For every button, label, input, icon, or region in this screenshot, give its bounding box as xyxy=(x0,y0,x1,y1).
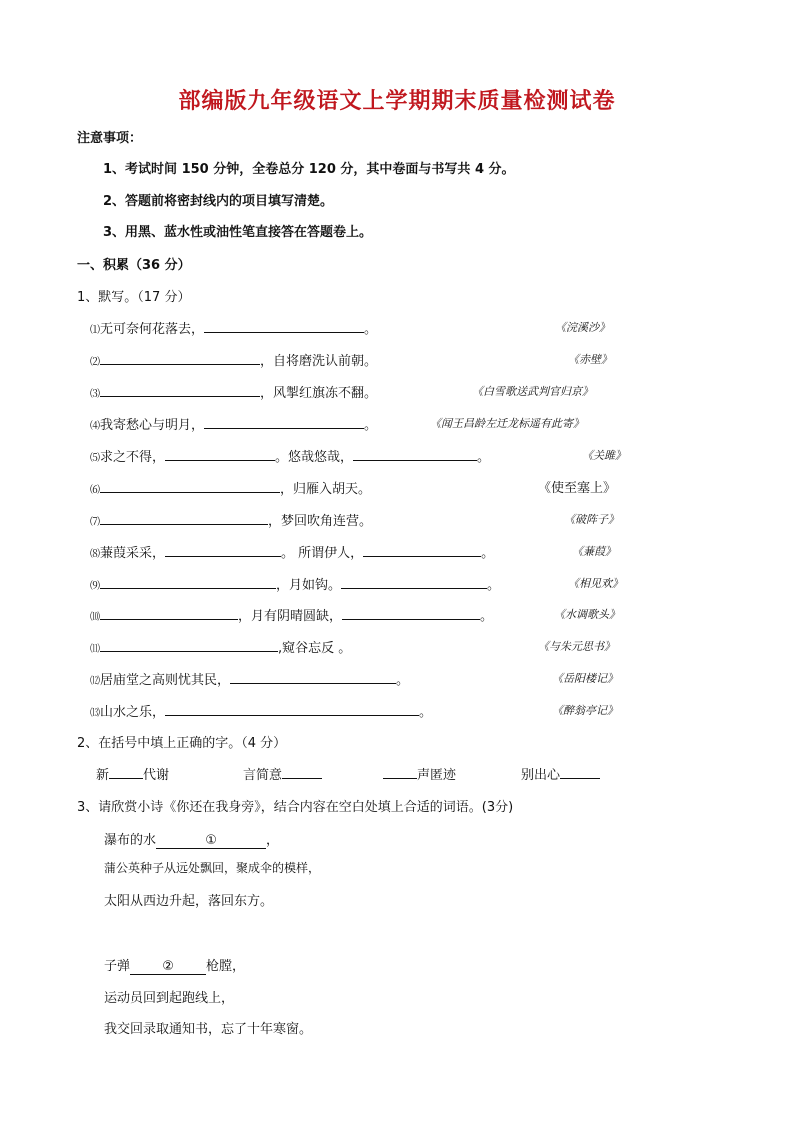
answer-blank[interactable] xyxy=(100,479,280,493)
answer-blank[interactable] xyxy=(165,543,281,557)
answer-blank[interactable] xyxy=(204,415,364,429)
source-title: 《与朱元思书》 xyxy=(538,640,615,653)
source-title: 《蒹葭》 xyxy=(572,545,616,558)
item-text: 新 xyxy=(96,768,110,783)
fill-char-item xyxy=(243,764,322,783)
fill-char-item xyxy=(96,764,169,783)
poem-line-2: 蒲公英种子从远处飘回，聚成伞的模样， xyxy=(104,861,321,875)
source-title: 《岳阳楼记》 xyxy=(552,672,618,685)
recite-line-6 xyxy=(90,478,371,497)
line-text: ，自将磨洗认前朝。 xyxy=(260,354,378,369)
answer-blank[interactable] xyxy=(230,670,396,684)
question-2-label: 2、在括号中填上正确的字。（4 分） xyxy=(77,736,287,751)
item-number: ⑽ xyxy=(90,612,100,623)
poem-line-6: 我交回录取通知书，忘了十年寒窗。 xyxy=(104,1022,313,1037)
answer-blank[interactable] xyxy=(100,511,268,525)
notice-heading: 注意事项： xyxy=(77,131,143,146)
line-text: 。 xyxy=(477,450,491,465)
item-number: ⑿ xyxy=(90,676,100,687)
item-text: 声匿迹 xyxy=(417,768,457,783)
line-text: 。 xyxy=(419,705,433,720)
answer-blank[interactable] xyxy=(100,351,260,365)
answer-blank[interactable] xyxy=(100,575,276,589)
item-text: 言简意 xyxy=(243,768,283,783)
fill-char-item xyxy=(521,764,600,783)
line-text: 。 xyxy=(364,322,378,337)
source-title: 《相见欢》 xyxy=(568,577,623,590)
poem-text: 枪膛， xyxy=(206,959,246,974)
recite-line-12 xyxy=(90,669,409,688)
source-title: 《关雎》 xyxy=(582,449,626,462)
answer-blank-2[interactable]: ② xyxy=(130,959,206,975)
source-title: 《闻王昌龄左迁龙标遥有此寄》 xyxy=(430,417,584,430)
answer-blank[interactable] xyxy=(204,319,364,333)
notice-item: 1、考试时间 150 分钟，全卷总分 120 分，其中卷面与书写共 4 分。 xyxy=(103,162,515,177)
recite-line-5 xyxy=(90,446,490,465)
line-text: 。 xyxy=(364,418,378,433)
item-number: ⒀ xyxy=(90,708,100,719)
poem-line-5: 运动员回到起跑线上， xyxy=(104,991,235,1006)
notice-item: 2、答题前将密封线内的项目填写清楚。 xyxy=(103,194,334,209)
recite-line-13 xyxy=(90,701,432,720)
item-number: ⑵ xyxy=(90,357,100,368)
recite-line-4 xyxy=(90,414,377,433)
item-text: 代谢 xyxy=(143,768,170,783)
line-text: 。悠哉悠哉， xyxy=(275,450,354,465)
line-text: 无可奈何花落去， xyxy=(100,322,205,337)
line-text: 。 xyxy=(487,578,501,593)
line-text: ，月如钩。 xyxy=(276,578,342,593)
recite-line-1 xyxy=(90,318,377,337)
question-1-label: 1、默写。（17 分） xyxy=(77,290,191,305)
answer-blank[interactable] xyxy=(383,765,417,779)
item-number: ⑺ xyxy=(90,517,100,528)
recite-line-11 xyxy=(90,637,351,656)
item-number: ⑷ xyxy=(90,421,100,432)
line-text: ，梦回吹角连营。 xyxy=(268,514,373,529)
notice-item: 3、用黑、蓝水性或油性笔直接答在答题卷上。 xyxy=(103,225,373,240)
answer-blank[interactable] xyxy=(560,765,600,779)
line-text: 蒹葭采采， xyxy=(100,546,166,561)
line-text: ，归雁入胡天。 xyxy=(280,482,372,497)
recite-line-7 xyxy=(90,510,372,529)
recite-line-2 xyxy=(90,350,377,369)
source-title: 《赤壁》 xyxy=(568,353,612,366)
line-text: ,窥谷忘反 。 xyxy=(278,641,352,656)
item-number: ⑼ xyxy=(90,581,100,592)
poem-text: ， xyxy=(266,833,280,848)
source-title: 《破阵子》 xyxy=(564,513,619,526)
poem-line-3: 太阳从西边升起，落回东方。 xyxy=(104,894,274,909)
item-number: ⑾ xyxy=(90,644,100,655)
line-text: 我寄愁心与明月， xyxy=(100,418,205,433)
item-number: ⑹ xyxy=(90,485,100,496)
poem-line-4 xyxy=(104,955,245,975)
item-text: 别出心 xyxy=(521,768,561,783)
source-title: 《使至塞上》 xyxy=(538,481,617,496)
recite-line-10 xyxy=(90,605,493,624)
fill-char-item xyxy=(383,764,456,783)
answer-blank[interactable] xyxy=(341,575,487,589)
answer-blank[interactable] xyxy=(109,765,143,779)
section-heading: 一、积累（36 分） xyxy=(77,258,191,273)
source-title: 《白雪歌送武判官归京》 xyxy=(472,385,593,398)
recite-line-8 xyxy=(90,542,494,561)
line-text: 。 所谓伊人， xyxy=(281,546,364,561)
answer-blank[interactable] xyxy=(363,543,481,557)
answer-blank[interactable] xyxy=(165,702,419,716)
source-title: 《水调歌头》 xyxy=(554,608,620,621)
item-number: ⑻ xyxy=(90,549,100,560)
poem-line-1 xyxy=(104,829,279,849)
line-text: 求之不得， xyxy=(100,450,166,465)
item-number: ⑴ xyxy=(90,325,100,336)
item-number: ⑶ xyxy=(90,389,100,400)
answer-blank-1[interactable]: ① xyxy=(156,833,266,849)
line-text: 居庙堂之高则忧其民， xyxy=(100,673,231,688)
source-title: 《醉翁亭记》 xyxy=(552,704,618,717)
line-text: 。 xyxy=(396,673,410,688)
line-text: 。 xyxy=(480,609,494,624)
recite-line-9 xyxy=(90,574,500,593)
recite-line-3 xyxy=(90,382,377,401)
answer-blank[interactable] xyxy=(282,765,322,779)
question-3-label: 3、请欣赏小诗《你还在我身旁》，结合内容在空白处填上合适的词语。(3分) xyxy=(77,800,514,815)
answer-blank[interactable] xyxy=(100,383,260,397)
line-text: ，风掣红旗冻不翻。 xyxy=(260,386,378,401)
poem-text: 瀑布的水 xyxy=(104,833,157,848)
answer-blank[interactable] xyxy=(165,447,275,461)
poem-text: 子弹 xyxy=(104,959,131,974)
line-text: ，月有阴晴圆缺， xyxy=(238,609,343,624)
line-text: 。 xyxy=(481,546,495,561)
item-number: ⑸ xyxy=(90,453,100,464)
source-title: 《浣溪沙》 xyxy=(555,321,610,334)
line-text: 山水之乐， xyxy=(100,705,166,720)
answer-blank[interactable] xyxy=(100,606,238,620)
page-title: 部编版九年级语文上学期期末质量检测试卷 xyxy=(178,89,616,114)
answer-blank[interactable] xyxy=(353,447,477,461)
answer-blank[interactable] xyxy=(342,606,480,620)
answer-blank[interactable] xyxy=(100,638,278,652)
